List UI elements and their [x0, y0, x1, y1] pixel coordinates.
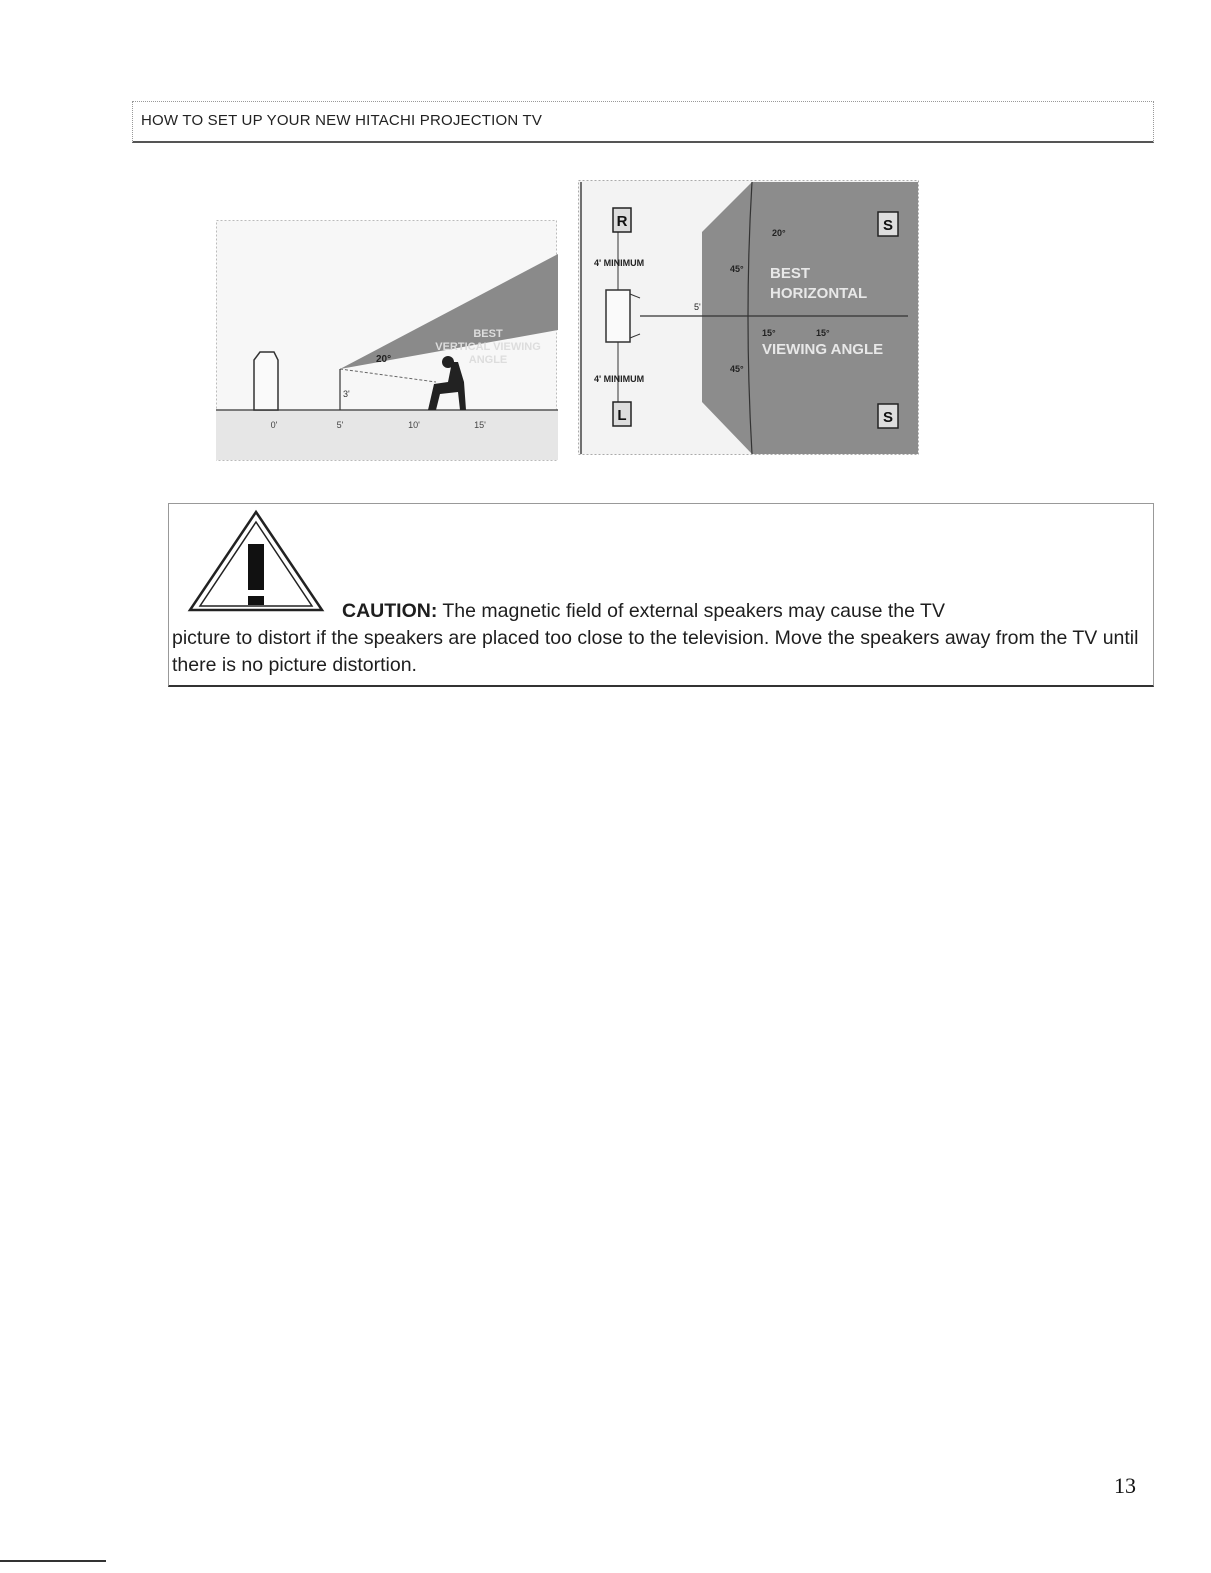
min-bottom-label: 4' MINIMUM — [594, 374, 645, 384]
speaker-surround-bottom-label: S — [882, 409, 894, 426]
vertical-angle-label-line3: ANGLE — [468, 354, 508, 366]
speaker-right — [613, 208, 631, 232]
caution-first-line — [172, 598, 1147, 625]
angle-outer-top: 20° — [772, 228, 786, 238]
tick-15: 15' — [474, 420, 486, 430]
center-distance-label: 5' — [694, 302, 701, 312]
vertical-viewing-angle-diagram — [216, 212, 560, 462]
vertical-angle-degrees: 20° — [376, 354, 392, 365]
projection-tv-icon — [254, 352, 278, 410]
angle-inner-bottom: 45° — [730, 364, 744, 374]
eye-height-label: 3' — [343, 389, 350, 399]
speaker-surround-top — [878, 212, 898, 236]
horizontal-angle-label-line3: VIEWING ANGLE — [762, 341, 884, 358]
speaker-right-label: R — [616, 213, 628, 230]
tick-10: 10' — [408, 420, 420, 430]
tick-0: 0' — [270, 420, 278, 430]
caution-lead: CAUTION: — [342, 600, 438, 622]
horizontal-viewing-angle-diagram — [578, 172, 926, 456]
page-number: 13 — [1114, 1473, 1136, 1498]
footer-rule — [0, 1560, 106, 1562]
angle-mid-right: 15° — [816, 328, 830, 338]
header-title: HOW TO SET UP YOUR NEW HITACHI PROJECTION TV — [141, 112, 543, 129]
horizontal-angle-label-line2: HORIZONTAL — [770, 285, 868, 302]
speaker-surround-bottom — [878, 404, 898, 428]
speaker-left-label: L — [617, 407, 627, 424]
vertical-angle-label-line2: VERTICAL VIEWING — [435, 341, 541, 353]
caution-rest-text: picture to distort if the speakers are placed too close to the television. Move the speakers away from the TV until there is no picture distortion. — [172, 627, 1139, 676]
speaker-left — [613, 402, 631, 426]
page-header — [132, 101, 1154, 143]
vertical-angle-label-line1: BEST — [473, 328, 503, 340]
min-top-label: 4' MINIMUM — [594, 258, 645, 268]
tick-5: 5' — [336, 420, 344, 430]
speaker-surround-top-label: S — [882, 217, 894, 234]
caution-line1-text: The magnetic field of external speakers may cause the TV — [437, 600, 945, 622]
caution-text — [172, 598, 1147, 679]
horizontal-angle-label-line1: BEST — [770, 265, 811, 282]
angle-mid-left: 15° — [762, 328, 776, 338]
angle-inner-top: 45° — [730, 264, 744, 274]
